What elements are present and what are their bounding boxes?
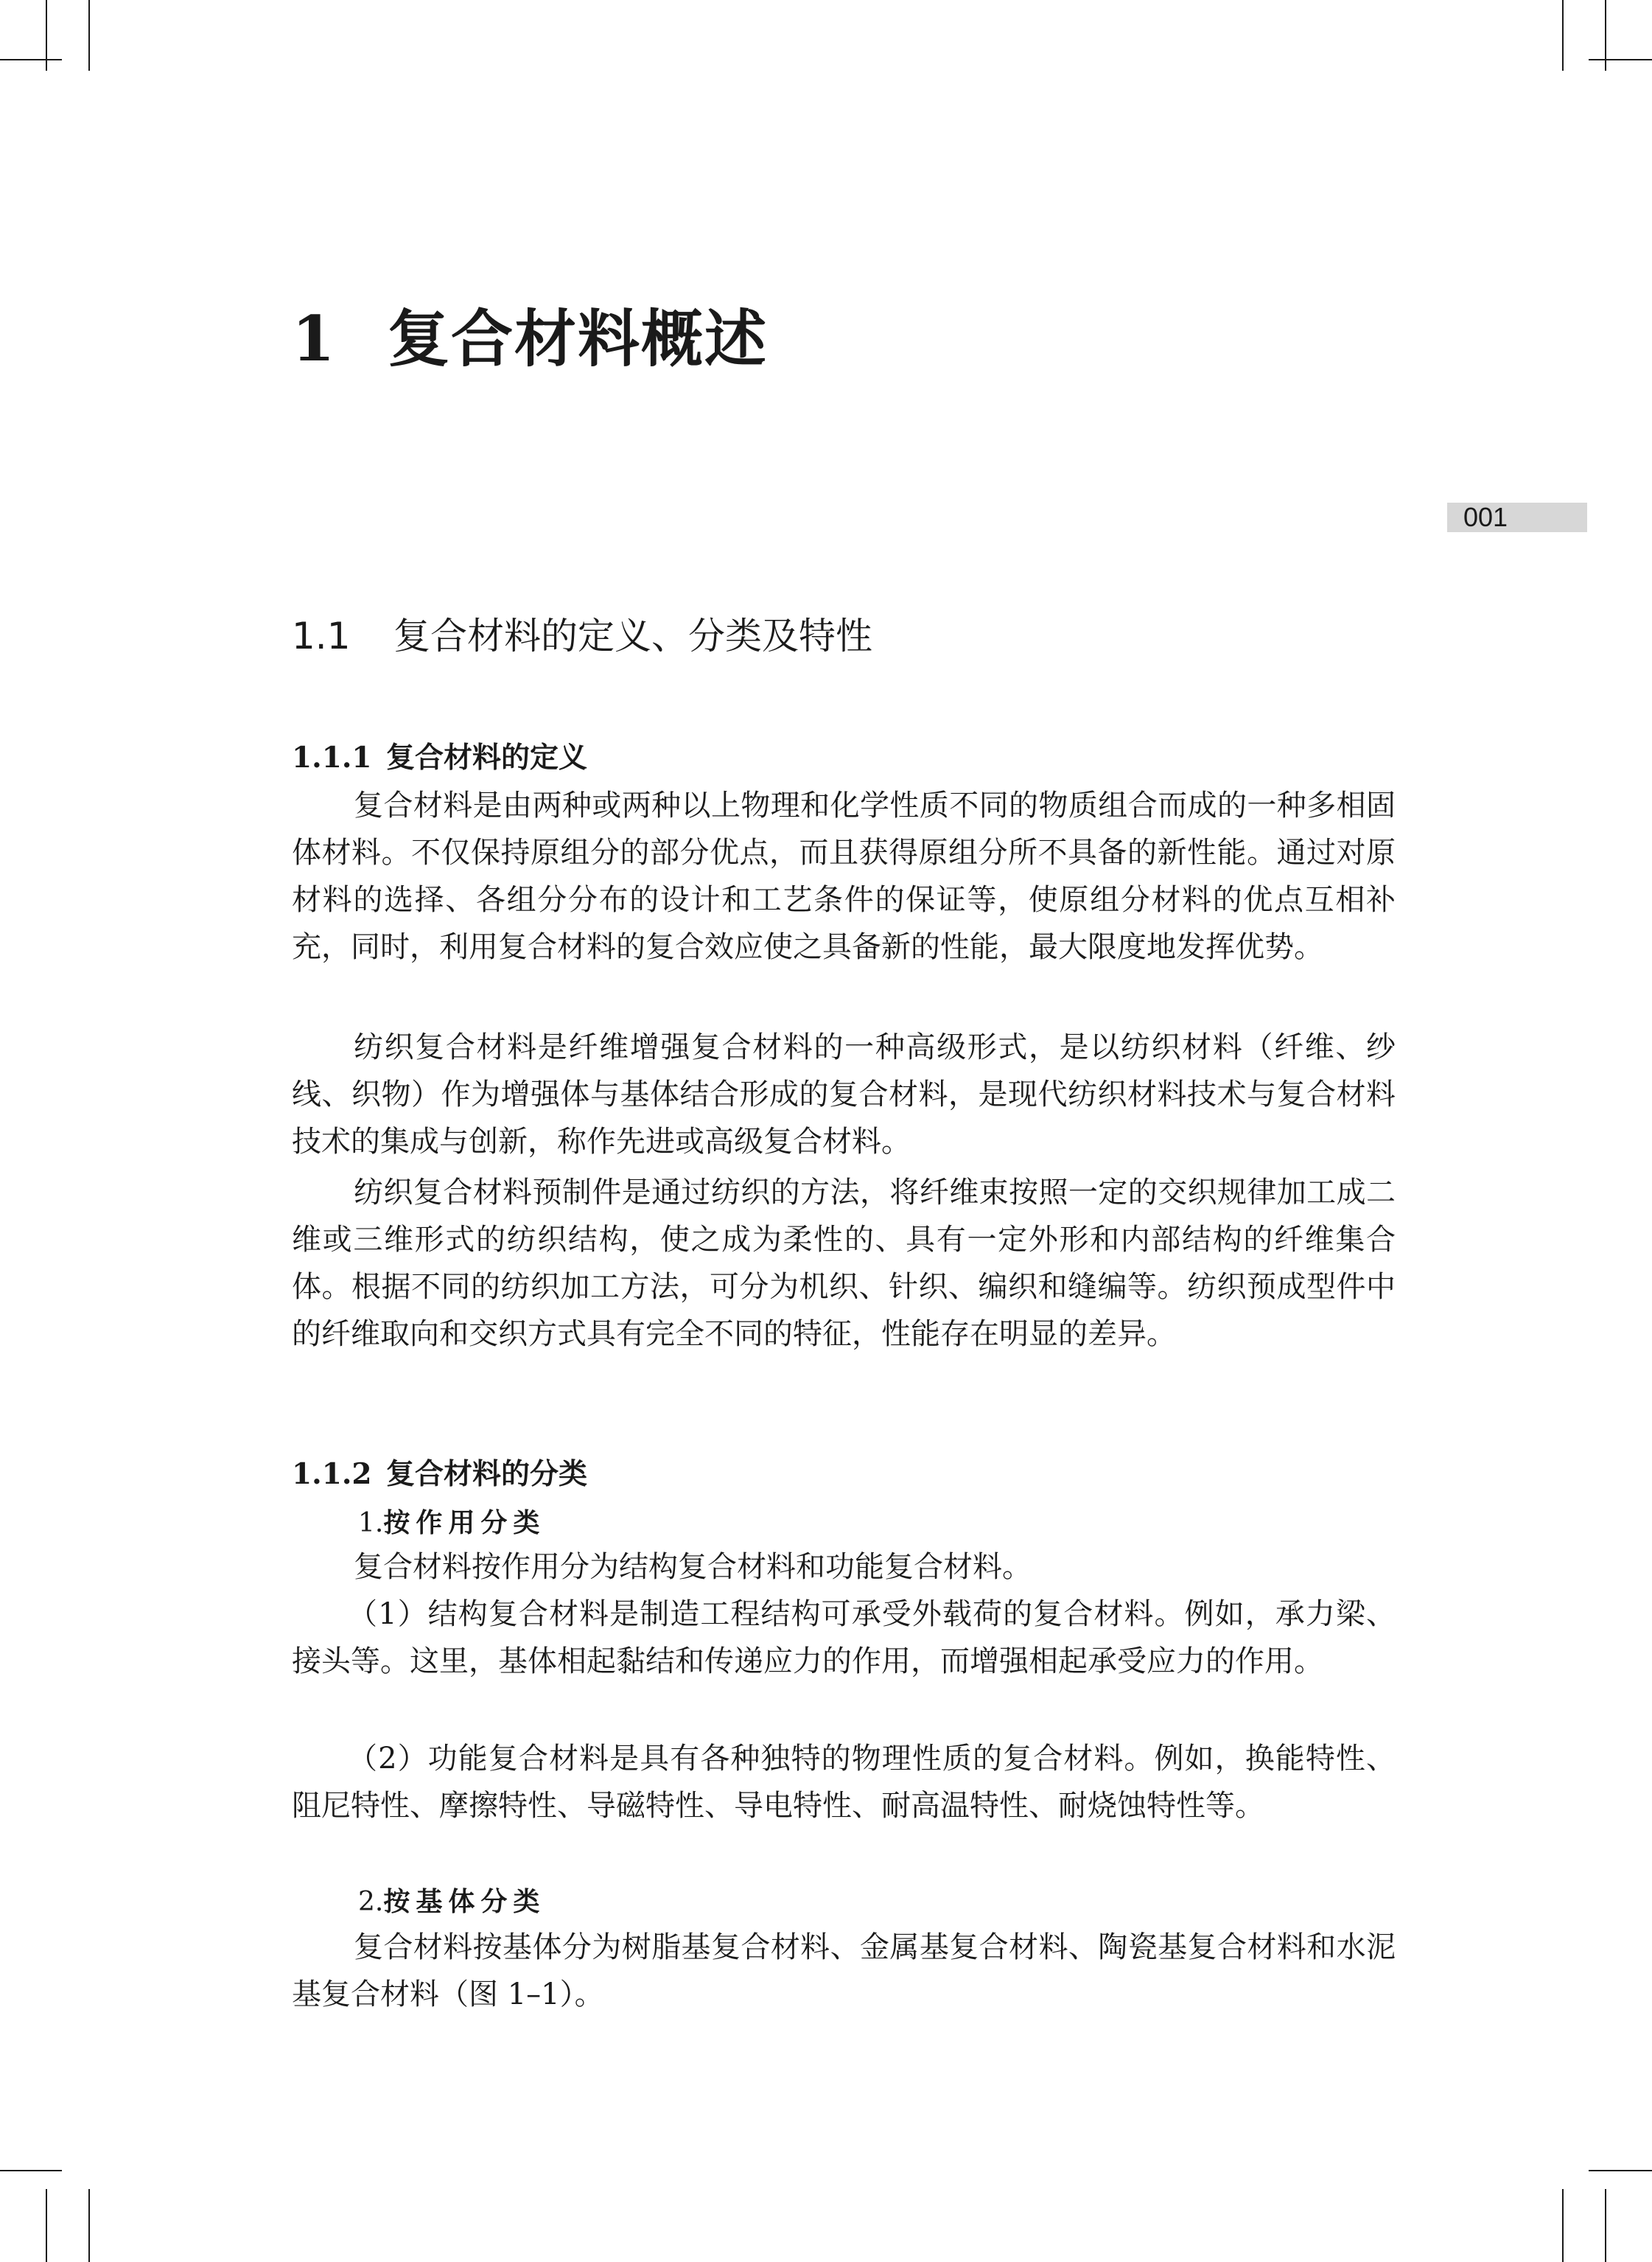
crop-mark	[1562, 2189, 1564, 2262]
crop-mark	[0, 59, 62, 60]
subsection-title-definition	[292, 736, 587, 780]
crop-mark	[0, 2170, 62, 2171]
subsection-title-classification	[292, 1452, 587, 1496]
section-title	[292, 610, 872, 662]
item-number: 1.	[358, 1508, 384, 1538]
item-title-text: 按基体分类	[383, 1886, 546, 1917]
chapter-title	[292, 295, 768, 383]
page-number: 001	[1447, 503, 1587, 532]
chapter-title-text: 复合材料概述	[388, 302, 769, 375]
item-title-text: 按作用分类	[383, 1507, 546, 1538]
subsection-number: 1.1.2	[292, 1457, 372, 1491]
paragraph: （2）功能复合材料是具有各种独特的物理性质的复合材料。例如，换能特性、阻尼特性、摩擦特性、导磁特性、导电特性、耐高温特性、耐烧蚀特性等。	[292, 1742, 1396, 1823]
crop-mark	[1562, 0, 1564, 71]
item-title-by-function	[358, 1501, 545, 1545]
crop-mark	[1605, 2189, 1606, 2262]
crop-mark	[1589, 59, 1652, 60]
section-title-text: 复合材料的定义、分类及特性	[393, 615, 872, 657]
paragraph: （1）结构复合材料是制造工程结构可承受外载荷的复合材料。例如，承力梁、接头等。这里，基体相起黏结和传递应力的作用，而增强相起承受应力的作用。	[292, 1597, 1396, 1678]
subsection-title-text: 复合材料的定义	[386, 741, 588, 775]
paragraph: 复合材料按基体分为树脂基复合材料、金属基复合材料、陶瓷基复合材料和水泥基复合材料（图 1–1）。	[292, 1930, 1396, 2011]
crop-mark	[1589, 2170, 1652, 2171]
subsection-title-text: 复合材料的分类	[386, 1457, 588, 1491]
chapter-number: 1	[292, 302, 337, 375]
crop-mark	[1605, 0, 1606, 71]
subsection-number: 1.1.1	[292, 741, 372, 775]
paragraph: 纺织复合材料预制件是通过纺织的方法，将纤维束按照一定的交织规律加工成二维或三维形式的纺织结构，使之成为柔性的、具有一定外形和内部结构的纤维集合体。根据不同的纺织加工方法，可分为机织、针织、编织和缝编等。纺织预成型件中的纤维取向和交织方式具有完全不同的特征，性能存在明显的差异。	[292, 1176, 1396, 1351]
crop-mark	[46, 2189, 47, 2262]
crop-mark	[88, 0, 90, 71]
item-number: 2.	[358, 1887, 384, 1917]
crop-mark	[46, 0, 47, 71]
item-title-by-matrix	[358, 1879, 545, 1924]
paragraph: 复合材料按作用分为结构复合材料和功能复合材料。	[354, 1550, 1032, 1584]
section-number: 1.1	[292, 615, 351, 657]
paragraph: 复合材料是由两种或两种以上物理和化学性质不同的物质组合而成的一种多相固体材料。不仅保持原组分的部分优点，而且获得原组分所不具备的新性能。通过对原材料的选择、各组分分布的设计和工艺条件的保证等，使原组分材料的优点互相补充，同时，利用复合材料的复合效应使之具备新的性能，最大限度地发挥优势。	[292, 789, 1396, 964]
paragraph: 纺织复合材料是纤维增强复合材料的一种高级形式，是以纺织材料（纤维、纱线、织物）作为增强体与基体结合形成的复合材料，是现代纺织材料技术与复合材料技术的集成与创新，称作先进或高级复合材料。	[292, 1030, 1396, 1159]
crop-mark	[88, 2189, 90, 2262]
